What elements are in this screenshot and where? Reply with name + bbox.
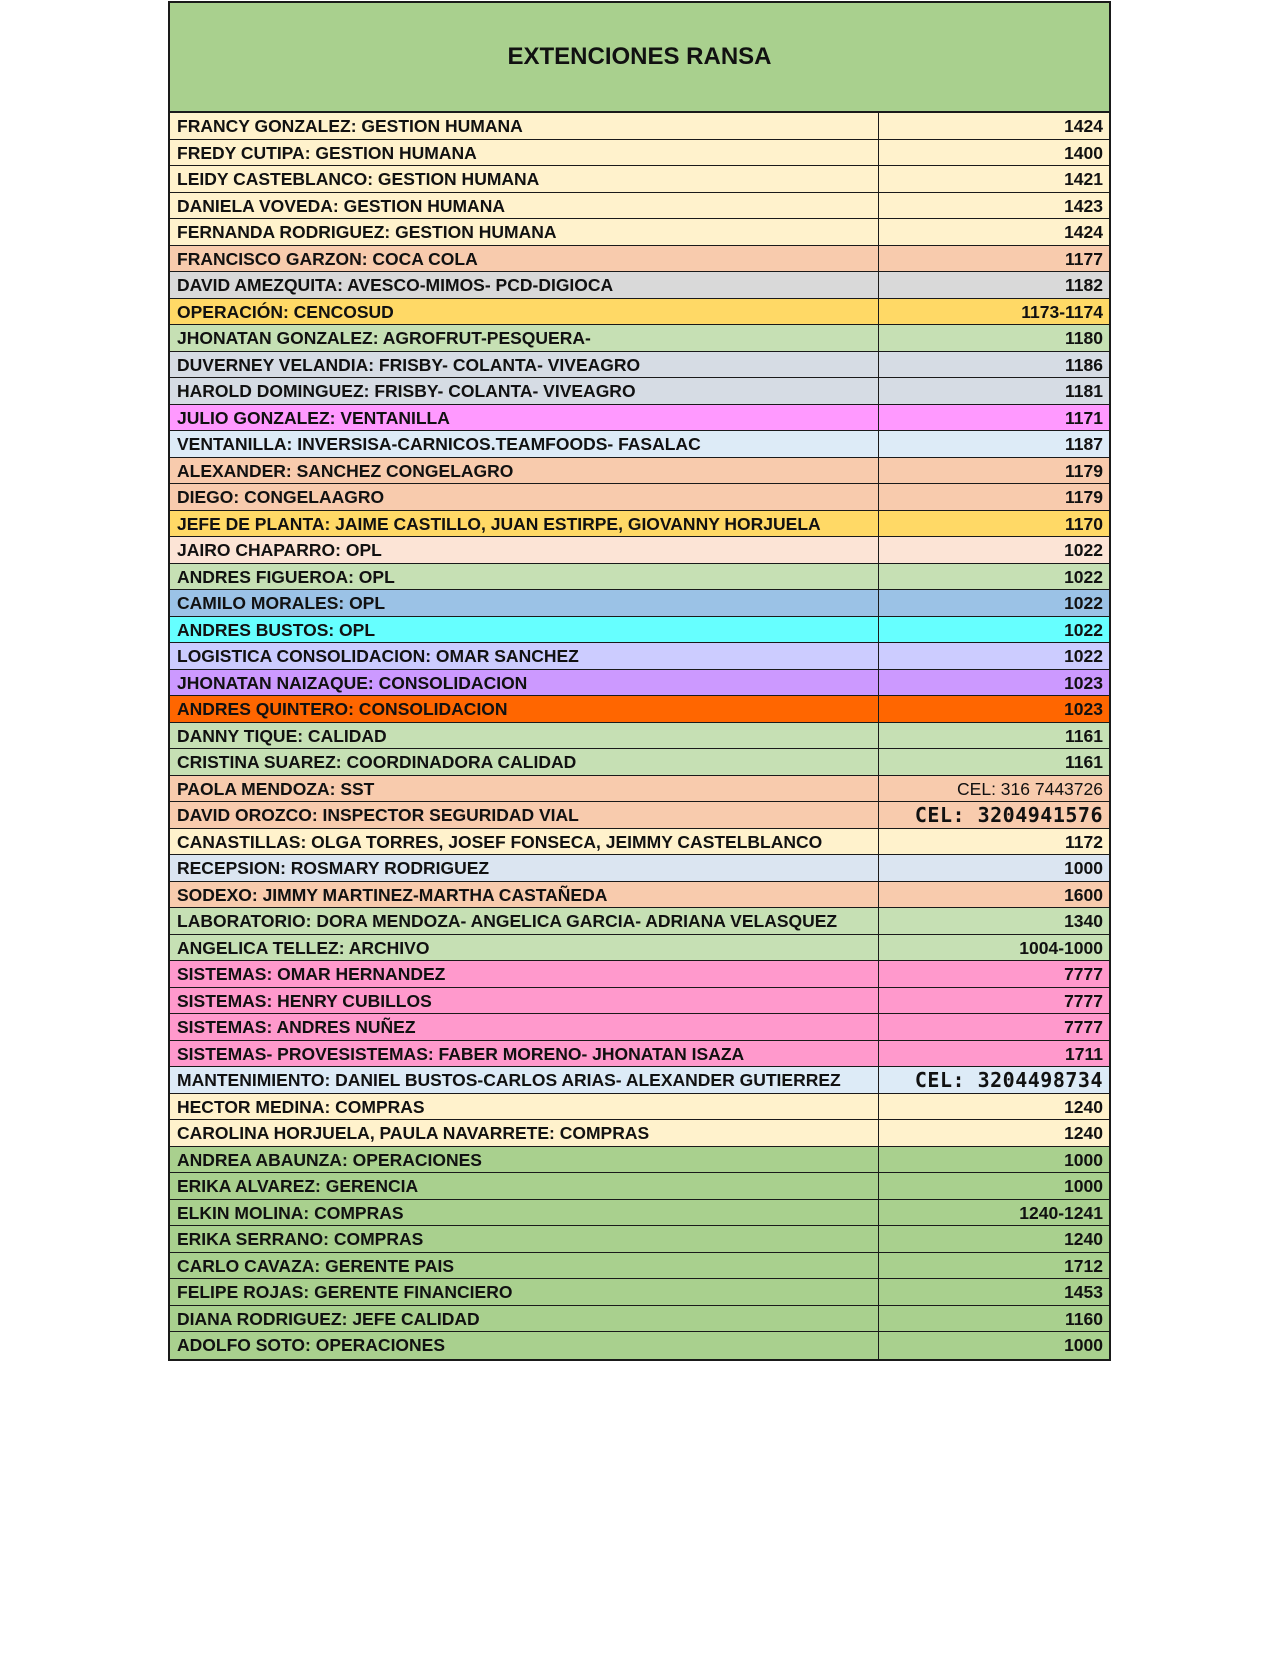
- contact-name-cell: JEFE DE PLANTA: JAIME CASTILLO, JUAN ESTIRPE, GIOVANNY HORJUELA: [170, 511, 879, 537]
- table-row: [170, 113, 1109, 140]
- contact-name-cell: DIANA RODRIGUEZ: JEFE CALIDAD: [170, 1306, 879, 1332]
- contact-name-cell: DUVERNEY VELANDIA: FRISBY- COLANTA- VIVEAGRO: [170, 352, 879, 378]
- extension-cell: 1022: [1064, 619, 1103, 640]
- contact-name-cell: ALEXANDER: SANCHEZ CONGELAGRO: [170, 458, 879, 484]
- extension-cell: 1000: [1064, 1176, 1103, 1196]
- extension-cell: 7777: [1064, 990, 1103, 1011]
- contact-name-cell: MANTENIMIENTO: DANIEL BUSTOS-CARLOS ARIAS- ALEXANDER GUTIERREZ: [170, 1067, 879, 1093]
- extension-cell: 1022: [1064, 593, 1103, 613]
- table-row: [170, 590, 1109, 617]
- extension-cell: 1240: [1064, 1096, 1103, 1117]
- extension-cell: 1023: [1064, 699, 1103, 719]
- table-row: [170, 405, 1109, 432]
- table-row: [170, 749, 1109, 776]
- contact-name-cell: ANDRES BUSTOS: OPL: [170, 617, 879, 643]
- extension-cell: 1453: [1064, 1282, 1103, 1302]
- extension-cell: 1712: [1064, 1255, 1103, 1276]
- contact-name-cell: DANIELA VOVEDA: GESTION HUMANA: [170, 193, 879, 219]
- table-row: [170, 1279, 1109, 1306]
- table-row: [170, 723, 1109, 750]
- extension-cell: 1424: [1064, 116, 1103, 136]
- table-row: [170, 882, 1109, 909]
- extension-cell: 1022: [1064, 540, 1103, 560]
- extension-cell: 1160: [1065, 1308, 1103, 1329]
- extension-cell: 1187: [1065, 434, 1103, 454]
- table-row: [170, 219, 1109, 246]
- contact-name-cell: ANDRES FIGUEROA: OPL: [170, 564, 879, 590]
- extension-cell: 1179: [1065, 487, 1103, 507]
- contact-name-cell: JHONATAN NAIZAQUE: CONSOLIDACION: [170, 670, 879, 696]
- contact-name-cell: ANDRES QUINTERO: CONSOLIDACION: [170, 696, 879, 722]
- table-row: [170, 1200, 1109, 1227]
- table-row: [170, 696, 1109, 723]
- extension-cell: 1161: [1065, 752, 1103, 772]
- contact-name-cell: VENTANILLA: INVERSISA-CARNICOS.TEAMFOODS- FASALAC: [170, 431, 879, 457]
- table-row: [170, 1120, 1109, 1147]
- table-row: [170, 1226, 1109, 1253]
- contact-name-cell: DAVID OROZCO: INSPECTOR SEGURIDAD VIAL: [170, 802, 879, 828]
- contact-name-cell: OPERACIÓN: CENCOSUD: [170, 299, 879, 325]
- extension-cell: 1182: [1065, 275, 1103, 295]
- extension-cell: 7777: [1064, 1017, 1103, 1037]
- contact-name-cell: CAMILO MORALES: OPL: [170, 590, 879, 616]
- extension-cell: 1000: [1064, 858, 1103, 878]
- extensions-table: [168, 1, 1111, 1361]
- extension-cell: 1424: [1064, 222, 1103, 242]
- contact-name-cell: SODEXO: JIMMY MARTINEZ-MARTHA CASTAÑEDA: [170, 882, 879, 908]
- table-row: [170, 246, 1109, 273]
- table-row: [170, 776, 1109, 803]
- contact-name-cell: CAROLINA HORJUELA, PAULA NAVARRETE: COMPRAS: [170, 1120, 879, 1146]
- extension-cell: 7777: [1064, 964, 1103, 984]
- contact-name-cell: RECEPSION: ROSMARY RODRIGUEZ: [170, 855, 879, 881]
- contact-name-cell: SISTEMAS- PROVESISTEMAS: FABER MORENO- JHONATAN ISAZA: [170, 1041, 879, 1067]
- table-row: [170, 1041, 1109, 1068]
- table-row: [170, 378, 1109, 405]
- table-row: [170, 961, 1109, 988]
- extension-cell: 1173-1174: [1021, 301, 1103, 322]
- extension-cell: 1340: [1064, 911, 1103, 931]
- table-row: [170, 1067, 1109, 1094]
- extension-cell: CEL: 3204498734: [914, 1068, 1103, 1092]
- contact-name-cell: FELIPE ROJAS: GERENTE FINANCIERO: [170, 1279, 879, 1305]
- contact-name-cell: ADOLFO SOTO: OPERACIONES: [170, 1332, 879, 1359]
- contact-name-cell: SISTEMAS: HENRY CUBILLOS: [170, 988, 879, 1014]
- contact-name-cell: LOGISTICA CONSOLIDACION: OMAR SANCHEZ: [170, 643, 879, 669]
- contact-name-cell: ERIKA SERRANO: COMPRAS: [170, 1226, 879, 1252]
- contact-name-cell: HECTOR MEDINA: COMPRAS: [170, 1094, 879, 1120]
- table-title: EXTENCIONES RANSA: [170, 3, 1109, 113]
- contact-name-cell: LEIDY CASTEBLANCO: GESTION HUMANA: [170, 166, 879, 192]
- contact-name-cell: FREDY CUTIPA: GESTION HUMANA: [170, 140, 879, 166]
- table-row: [170, 1332, 1109, 1359]
- table-row: [170, 511, 1109, 538]
- table-row: [170, 1147, 1109, 1174]
- contact-name-cell: SISTEMAS: OMAR HERNANDEZ: [170, 961, 879, 987]
- contact-name-cell: LABORATORIO: DORA MENDOZA- ANGELICA GARCIA- ADRIANA VELASQUEZ: [170, 908, 879, 934]
- contact-name-cell: FRANCISCO GARZON: COCA COLA: [170, 246, 879, 272]
- table-row: [170, 431, 1109, 458]
- table-row: [170, 988, 1109, 1015]
- extension-cell: 1179: [1065, 460, 1103, 481]
- extension-cell: 1000: [1064, 1335, 1103, 1355]
- contact-name-cell: DIEGO: CONGELAAGRO: [170, 484, 879, 510]
- contact-name-cell: ELKIN MOLINA: COMPRAS: [170, 1200, 879, 1226]
- contact-name-cell: ERIKA ALVAREZ: GERENCIA: [170, 1173, 879, 1199]
- table-row: [170, 564, 1109, 591]
- extension-cell: 1161: [1065, 725, 1103, 746]
- contact-name-cell: ANGELICA TELLEZ: ARCHIVO: [170, 935, 879, 961]
- extension-cell: 1004-1000: [1019, 937, 1103, 958]
- table-row: [170, 458, 1109, 485]
- contact-name-cell: PAOLA MENDOZA: SST: [170, 776, 879, 802]
- table-row: [170, 1014, 1109, 1041]
- table-row: [170, 1094, 1109, 1121]
- table-row: [170, 935, 1109, 962]
- extension-cell: 1421: [1064, 169, 1103, 189]
- extension-cell: 1022: [1064, 566, 1103, 587]
- table-row: [170, 643, 1109, 670]
- table-row: [170, 325, 1109, 352]
- table-row: [170, 829, 1109, 856]
- contact-name-cell: HAROLD DOMINGUEZ: FRISBY- COLANTA- VIVEAGRO: [170, 378, 879, 404]
- extension-cell: 1171: [1065, 407, 1103, 428]
- contact-name-cell: JHONATAN GONZALEZ: AGROFRUT-PESQUERA-: [170, 325, 879, 351]
- extension-cell: 1240: [1064, 1123, 1103, 1143]
- table-row: [170, 193, 1109, 220]
- table-row: [170, 352, 1109, 379]
- extension-cell: 1400: [1064, 142, 1103, 163]
- extension-cell: 1240: [1064, 1229, 1103, 1249]
- contact-name-cell: CRISTINA SUAREZ: COORDINADORA CALIDAD: [170, 749, 879, 775]
- extension-cell: 1177: [1065, 248, 1103, 269]
- contact-name-cell: JULIO GONZALEZ: VENTANILLA: [170, 405, 879, 431]
- contact-name-cell: CANASTILLAS: OLGA TORRES, JOSEF FONSECA, JEIMMY CASTELBLANCO: [170, 829, 879, 855]
- contact-name-cell: CARLO CAVAZA: GERENTE PAIS: [170, 1253, 879, 1279]
- table-row: [170, 272, 1109, 299]
- extension-cell: CEL: 316 7443726: [957, 778, 1103, 799]
- table-row: [170, 140, 1109, 167]
- extension-cell: 1600: [1064, 884, 1103, 905]
- table-row: [170, 484, 1109, 511]
- table-row: [170, 802, 1109, 829]
- extension-cell: 1711: [1065, 1043, 1103, 1064]
- table-row: [170, 1306, 1109, 1333]
- extension-cell: 1181: [1065, 381, 1103, 401]
- table-row: [170, 617, 1109, 644]
- extension-cell: 1022: [1064, 646, 1103, 666]
- extension-cell: 1172: [1065, 831, 1103, 852]
- contact-name-cell: DANNY TIQUE: CALIDAD: [170, 723, 879, 749]
- table-body: [170, 113, 1109, 1359]
- table-row: [170, 855, 1109, 882]
- table-row: [170, 1173, 1109, 1200]
- contact-name-cell: JAIRO CHAPARRO: OPL: [170, 537, 879, 563]
- extension-cell: 1186: [1065, 354, 1103, 375]
- extension-cell: 1170: [1065, 513, 1103, 534]
- table-row: [170, 537, 1109, 564]
- table-row: [170, 299, 1109, 326]
- table-row: [170, 166, 1109, 193]
- contact-name-cell: ANDREA ABAUNZA: OPERACIONES: [170, 1147, 879, 1173]
- extension-cell: 1023: [1064, 672, 1103, 693]
- extension-cell: 1423: [1064, 195, 1103, 216]
- extension-cell: 1000: [1064, 1149, 1103, 1170]
- contact-name-cell: FRANCY GONZALEZ: GESTION HUMANA: [170, 113, 879, 139]
- extension-cell: 1180: [1065, 328, 1103, 348]
- extension-cell: CEL: 3204941576: [914, 803, 1103, 827]
- table-row: [170, 908, 1109, 935]
- contact-name-cell: SISTEMAS: ANDRES NUÑEZ: [170, 1014, 879, 1040]
- table-row: [170, 670, 1109, 697]
- table-row: [170, 1253, 1109, 1280]
- extension-cell: 1240-1241: [1019, 1202, 1103, 1223]
- contact-name-cell: DAVID AMEZQUITA: AVESCO-MIMOS- PCD-DIGIOCA: [170, 272, 879, 298]
- contact-name-cell: FERNANDA RODRIGUEZ: GESTION HUMANA: [170, 219, 879, 245]
